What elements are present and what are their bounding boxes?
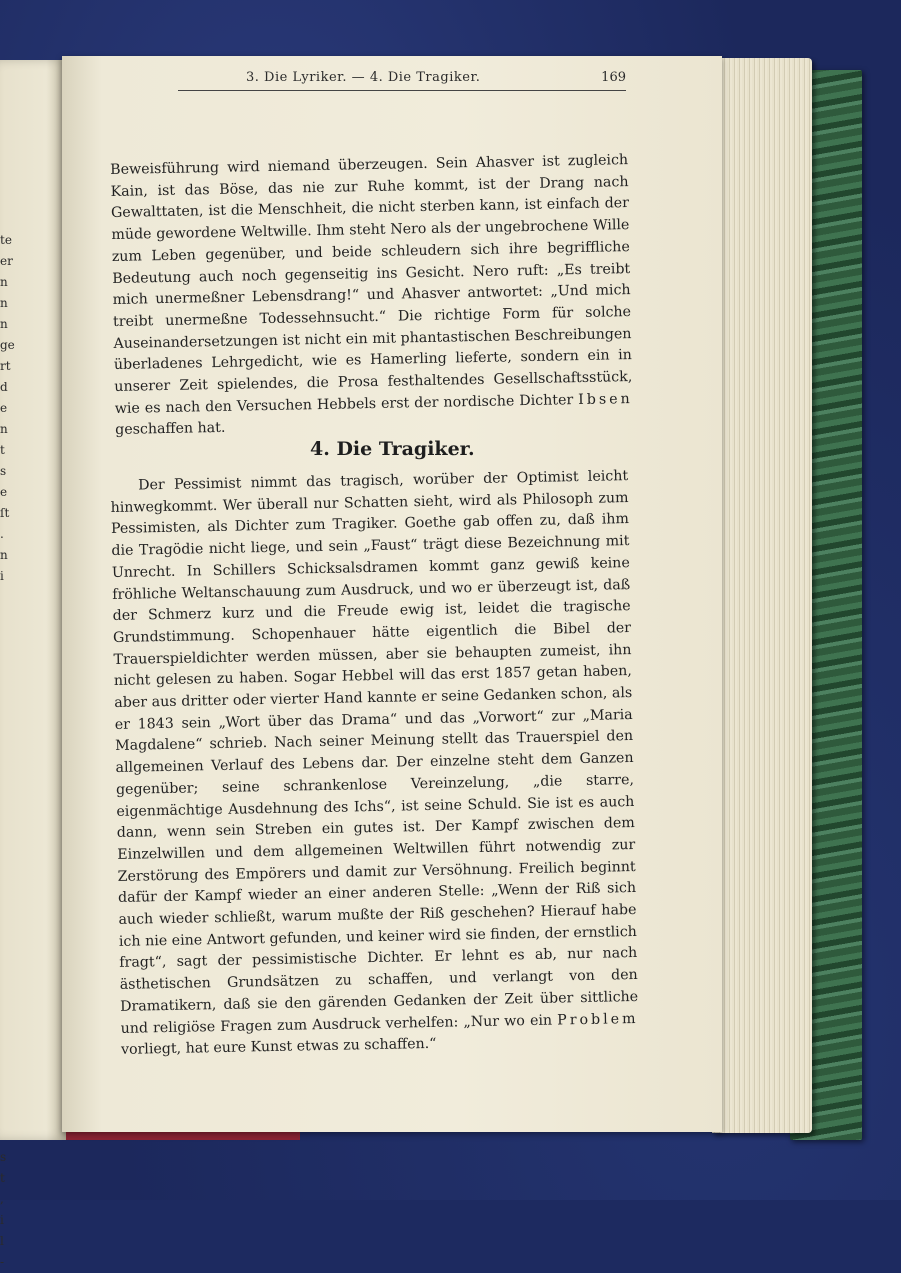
left-fragment: d [0, 380, 8, 394]
left-page-text-fragments [0, 230, 15, 1273]
paragraph-text-part: Der Pessimist nimmt das tragisch, worüber der Optimist leicht hinwegkommt. Wer überall nur Schatten sieht, wird als Philosoph zum Pessimisten, als Dichter zum Tragiker. Goethe gab offen zu, daß ihm die Tragödie nicht liege, und sein „Faust“ trägt diese Bezeichnung mit Unrecht. In Schillers Schicksalsdramen kommt ganz gewiß keine fröhliche Weltanschauung zum Ausdruck, und wo er überzeugt ist, daß der Schmerz kurz und die Freude ewig ist, leidet die tragische Grundstimmung. Schopenhauer hätte eigentlich die Bibel der Trauerspieldichter werden müssen, aber sie behaupten zumeist, ihn nicht gelesen zu haben. Sogar Hebbel will das erst 1857 getan haben, aber aus dritter oder vierter Hand kannte er seine Gedanken schon, als er 1843 sein „Wort über das Drama“ und das „Vorwort“ zur „Maria Magdalene“ schrieb. Nach seiner Meinung stellt das Trauerspiel den allgemeinen Verlauf des Lebens dar. Der einzelne steht dem Ganzen gegenüber; seine schrankenlose Vereinzelung, „die starre, eigenmächtige Ausdehnung des Ichs“, ist seine Schuld. Sie ist es auch dann, wenn sein Streben ein gutes ist. Der Kampf zwischen dem Einzelwillen und dem allgemeinen Weltwillen führt notwendig zur Zerstörung des Empörers und damit zur Versöhnung. Freilich beginnt dafür der Kampf wieder an einer anderen Stelle: „Wenn der Riß sich auch wieder schließt, warum mußte der Riß geschehen? Hierauf habe ich nie eine Antwort gefunden, und keiner wird sie finden, der ernstlich fragt“, sagt der pessimistische Dichter. Er lehnt es ab, nur nach ästhetischen Grundsätzen zu schaffen, und verlangt von den Dramatikern, daß sie den gärenden Gedanken der Zeit über sittliche und religiöse Fragen zum Ausdruck verhelfen: „Nur wo ein [110, 468, 639, 1037]
left-fragment: n [0, 317, 8, 331]
spaced-word-problem: Problem [557, 1010, 639, 1029]
left-fragment: te [0, 233, 12, 247]
left-fragment: . [0, 527, 4, 541]
left-fragment: n [0, 275, 8, 289]
spaced-name-ibsen: Ibsen [578, 390, 633, 408]
running-header [178, 68, 626, 91]
paragraph-text [110, 150, 633, 442]
left-fragment: e [0, 485, 8, 499]
left-fragment: er [0, 254, 13, 268]
left-fragment-gap [0, 587, 12, 1147]
running-title: 3. Die Lyriker. — 4. Die Tragiker. [246, 70, 481, 85]
left-fragment: ſt [0, 506, 10, 520]
paragraph-text [110, 466, 639, 1062]
paragraph-text-part: Beweisführung wird niemand überzeugen. Sein Ahasver ist zugleich Kain, ist das Böse, das nie zur Ruhe kommt, ist der Drang nach Gewalttaten, ist die Menschheit, die nicht sterben kann, ist einfach der müde gewordene Weltwille. Ihm steht Nero als der ungebrochene Wille zum Leben gegenüber, und beide schleudern sich ihre begriffliche Bedeutung auch noch gegenseitig ins Gesicht. Nero ruft: „Es treibt mich unermeßner Lebensdrang!“ und Ahasver antwortet: „Und mich treibt unermeßne Todessehnsucht.“ Die richtige Form für solche Auseinandersetzungen ist nicht ein mit phantastischen Beschreibungen überladenes Lehrgedicht, wie es Hamerling lieferte, sondern ein in unserer Zeit spielendes, die Prosa festhaltendes Gesellschaftsstück, wie es nach den Versuchen Hebbels erst der nordische Dichter [110, 152, 633, 417]
left-fragment: l [0, 1234, 4, 1248]
paragraph-tragiker [110, 466, 639, 1062]
paragraph-text-part: vorliegt, hat eure Kunst etwas zu schaffen.“ [120, 1036, 437, 1059]
left-fragment: s [0, 1150, 7, 1164]
left-fragment: n [0, 296, 8, 310]
left-fragment: n [0, 422, 8, 436]
left-fragment: t [0, 1171, 5, 1185]
left-fragment: i [0, 1213, 4, 1227]
page-number: 169 [601, 70, 626, 85]
left-fragment: t [0, 443, 5, 457]
left-fragment: - [0, 1255, 5, 1269]
left-page [0, 60, 66, 1269]
left-fragment: s [0, 464, 7, 478]
paragraph-ahasver [110, 150, 633, 442]
left-fragment: rt [0, 359, 11, 373]
left-fragment: i [0, 569, 4, 583]
left-fragment: ge [0, 338, 15, 352]
page-block-edges [712, 58, 812, 1133]
paragraph-text-part: geschaffen hat. [115, 420, 226, 439]
left-fragment: , [0, 1192, 4, 1206]
section-heading: 4. Die Tragiker. [310, 438, 475, 460]
left-fragment: e [0, 401, 8, 415]
left-fragment: n [0, 548, 8, 562]
